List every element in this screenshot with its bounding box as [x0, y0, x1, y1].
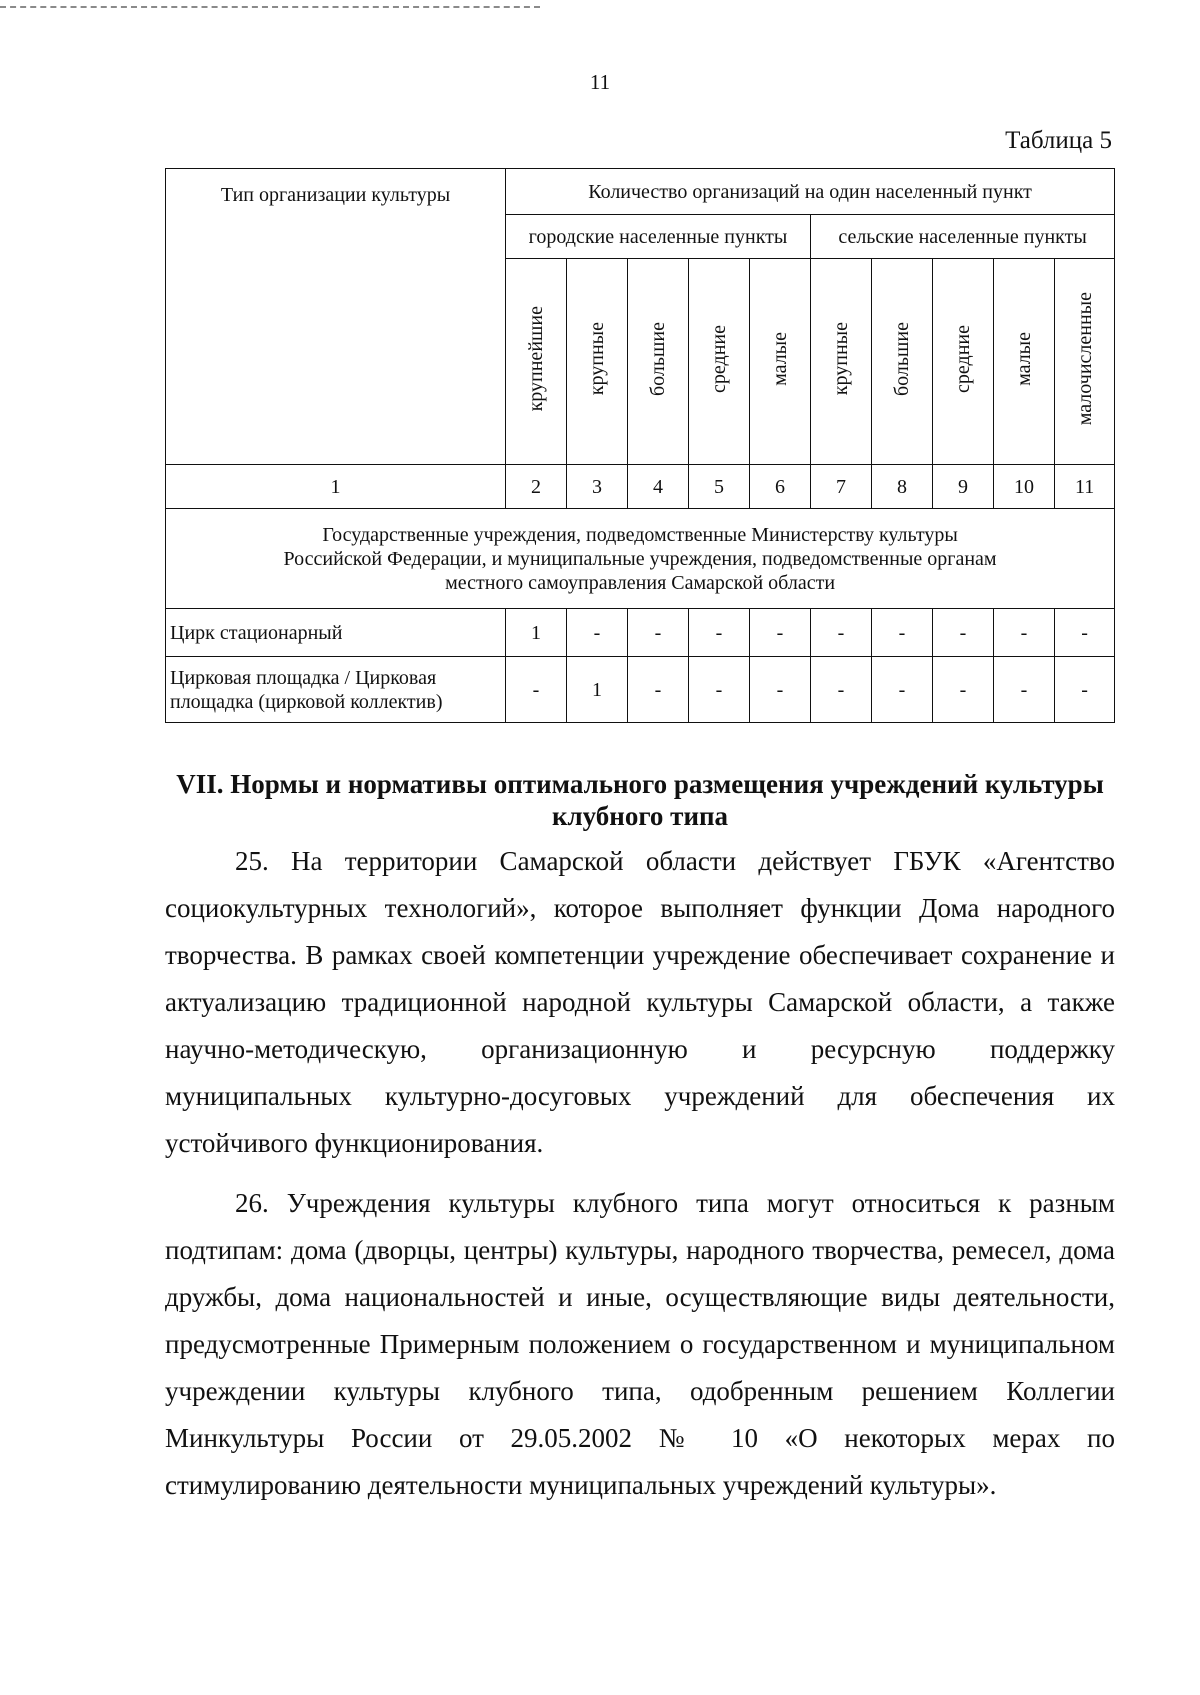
table-cell: -	[750, 609, 811, 657]
col-number: 7	[811, 465, 872, 509]
section-label-text: Государственные учреждения, подведомственные Министерству культуры Российской Федерации, и муниципальные учреждения, подведомственные органам местного самоуправления Самарской области	[283, 523, 997, 594]
col-header: малые	[750, 259, 811, 465]
header-count-cell: Количество организаций на один населенный пункт	[506, 169, 1115, 215]
paragraph-26: 26. Учреждения культуры клубного типа могут относиться к разным подтипам: дома (дворцы, центры) культуры, народного творчества, ремесел, дома дружбы, дома национальностей и иные, осуществляющие виды деятельности, предусмотренные Примерным положением о государственном и муниципальном учреждении культуры клубного типа, одобренным решением Коллегии Минкультуры России от 29.05.2002 № 10 «О некоторых мерах по стимулированию деятельности муниципальных учреждений культуры».	[165, 1188, 1115, 1500]
table-caption: Таблица 5	[1005, 127, 1112, 154]
group-urban-cell: городские населенные пункты	[506, 215, 811, 259]
col-header: большие	[628, 259, 689, 465]
table-cell: -	[628, 609, 689, 657]
section-label-cell	[166, 509, 1115, 609]
col-number: 9	[933, 465, 994, 509]
table-cell: -	[811, 609, 872, 657]
row-label: Цирк стационарный	[166, 609, 506, 657]
table-cell: -	[1055, 609, 1115, 657]
paragraph-25: 25. На территории Самарской области действует ГБУК «Агентство социокультурных технологий», которое выполняет функции Дома народного творчества. В рамках своей компетенции учреждение обеспечивает сохранение и актуализацию традиционной народной культуры Самарской области, а также научно-методическую, организационную и ресурсную поддержку муниципальных культурно-досуговых учреждений для обеспечения их устойчивого функционирования.	[165, 846, 1115, 1158]
col-number: 1	[166, 465, 506, 509]
col-number: 3	[567, 465, 628, 509]
table-cell: -	[1055, 657, 1115, 723]
page-number: 11	[589, 70, 611, 94]
table-cell: -	[872, 657, 933, 723]
table-cell: -	[994, 657, 1055, 723]
table-cell: -	[628, 657, 689, 723]
table-cell: -	[994, 609, 1055, 657]
table-cell: -	[872, 609, 933, 657]
table-cell: -	[506, 657, 567, 723]
table-row	[166, 657, 1115, 723]
col-header: большие	[872, 259, 933, 465]
table-cell: -	[933, 657, 994, 723]
col-number: 5	[689, 465, 750, 509]
col-header: средние	[689, 259, 750, 465]
table-cell: -	[567, 609, 628, 657]
table-cell: 1	[506, 609, 567, 657]
table-cell: -	[689, 657, 750, 723]
header-type-cell: Тип организации культуры	[166, 169, 506, 465]
col-header: крупные	[567, 259, 628, 465]
col-number: 10	[994, 465, 1055, 509]
col-header: крупнейшие	[506, 259, 567, 465]
row-label: Цирковая площадка / Цирковая площадка (цирковой коллектив)	[166, 657, 506, 723]
col-header: крупные	[811, 259, 872, 465]
table-cell: -	[811, 657, 872, 723]
scan-edge-dashes	[0, 6, 540, 8]
col-number: 8	[872, 465, 933, 509]
group-rural-cell: сельские населенные пункты	[811, 215, 1115, 259]
norms-table	[165, 168, 1115, 723]
section-heading: VII. Нормы и нормативы оптимального размещения учреждений культуры клубного типа	[176, 769, 1104, 831]
table-cell: -	[689, 609, 750, 657]
col-header: малые	[994, 259, 1055, 465]
table-row	[166, 609, 1115, 657]
col-number: 2	[506, 465, 567, 509]
col-header: средние	[933, 259, 994, 465]
col-header: малочисленные	[1055, 259, 1115, 465]
table-cell: -	[933, 609, 994, 657]
table-cell: -	[750, 657, 811, 723]
col-number: 6	[750, 465, 811, 509]
col-number: 4	[628, 465, 689, 509]
table-cell: 1	[567, 657, 628, 723]
col-number: 11	[1055, 465, 1115, 509]
